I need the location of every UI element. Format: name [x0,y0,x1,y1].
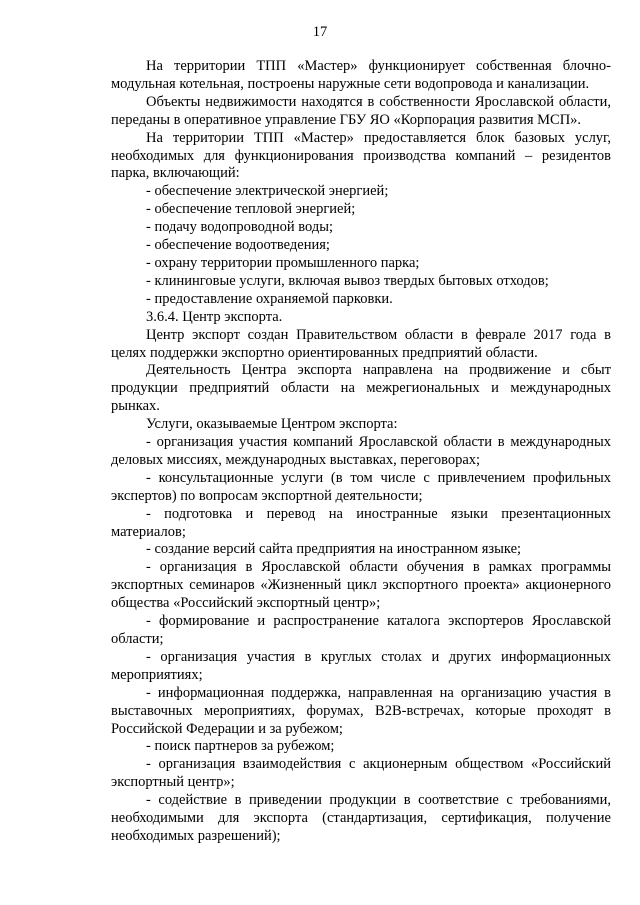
section-heading: 3.6.4. Центр экспорта. [146,308,283,325]
document-body [111,58,611,846]
paragraph: Объекты недвижимости находятся в собственности Ярославской области, переданы в оперативное управление ГБУ ЯО «Корпорация развития МСП». [111,93,611,128]
list-item: - обеспечение водоотведения; [146,237,330,254]
paragraph: На территории ТПП «Мастер» функционирует собственная блочно-модульная котельная, построены наружные сети водопровода и канализации. [111,58,611,92]
list-item: - подготовка и перевод на иностранные языки презентационных материалов; [111,505,611,540]
list-item: - поиск партнеров за рубежом; [146,738,335,755]
paragraph: Услуги, оказываемые Центром экспорта: [146,416,398,433]
list-item: - клининговые услуги, включая вывоз твердых бытовых отходов; [146,272,549,289]
list-item: - содействие в приведении продукции в соответствие с требованиями, необходимыми для экспорта (стандартизация, сертификация, получение необходимых разрешений); [111,792,611,844]
list-item: - предоставление охраняемой парковки. [146,290,393,307]
paragraph: Деятельность Центра экспорта направлена на продвижение и сбыт продукции предприятий области на межрегиональных и международных рынках. [111,362,611,415]
list-item: - создание версий сайта предприятия на иностранном языке; [146,541,522,558]
list-item: - подачу водопроводной воды; [146,219,333,236]
list-item: - организация участия в круглых столах и других информационных мероприятиях; [111,648,611,683]
list-item: - обеспечение тепловой энергией; [146,201,356,218]
list-item: - организация в Ярославской области обучения в рамках программы экспортных семинаров «Жизненный цикл экспортного проекта» акционерного общества «Российский экспортный центр»; [111,559,611,612]
list-item: - охрану территории промышленного парка; [146,254,420,271]
paragraph: Центр экспорт создан Правительством области в феврале 2017 года в целях поддержки экспортно ориентированных предприятий области. [111,326,611,361]
list-item: - информационная поддержка, направленная на организацию участия в выставочных мероприятиях, форумах, B2B-встречах, которые проходят в Российской Федерации и за рубежом; [111,684,611,737]
list-item: - формирование и распространение каталога экспортеров Ярославской области; [111,613,611,647]
page-number: 17 [312,24,328,40]
list-item: - организация взаимодействия с акционерным обществом «Российский экспортный центр»; [111,756,611,791]
paragraph: На территории ТПП «Мастер» предоставляется блок базовых услуг, необходимых для функционирования производства компаний – резидентов парка, включающий: [111,129,611,182]
list-item: - организация участия компаний Ярославской области в международных деловых миссиях, международных выставках, переговорах; [111,434,611,468]
list-item: - обеспечение электрической энергией; [146,183,389,200]
list-item: - консультационные услуги (в том числе с привлечением профильных экспертов) по вопросам экспортной деятельности; [111,469,611,504]
